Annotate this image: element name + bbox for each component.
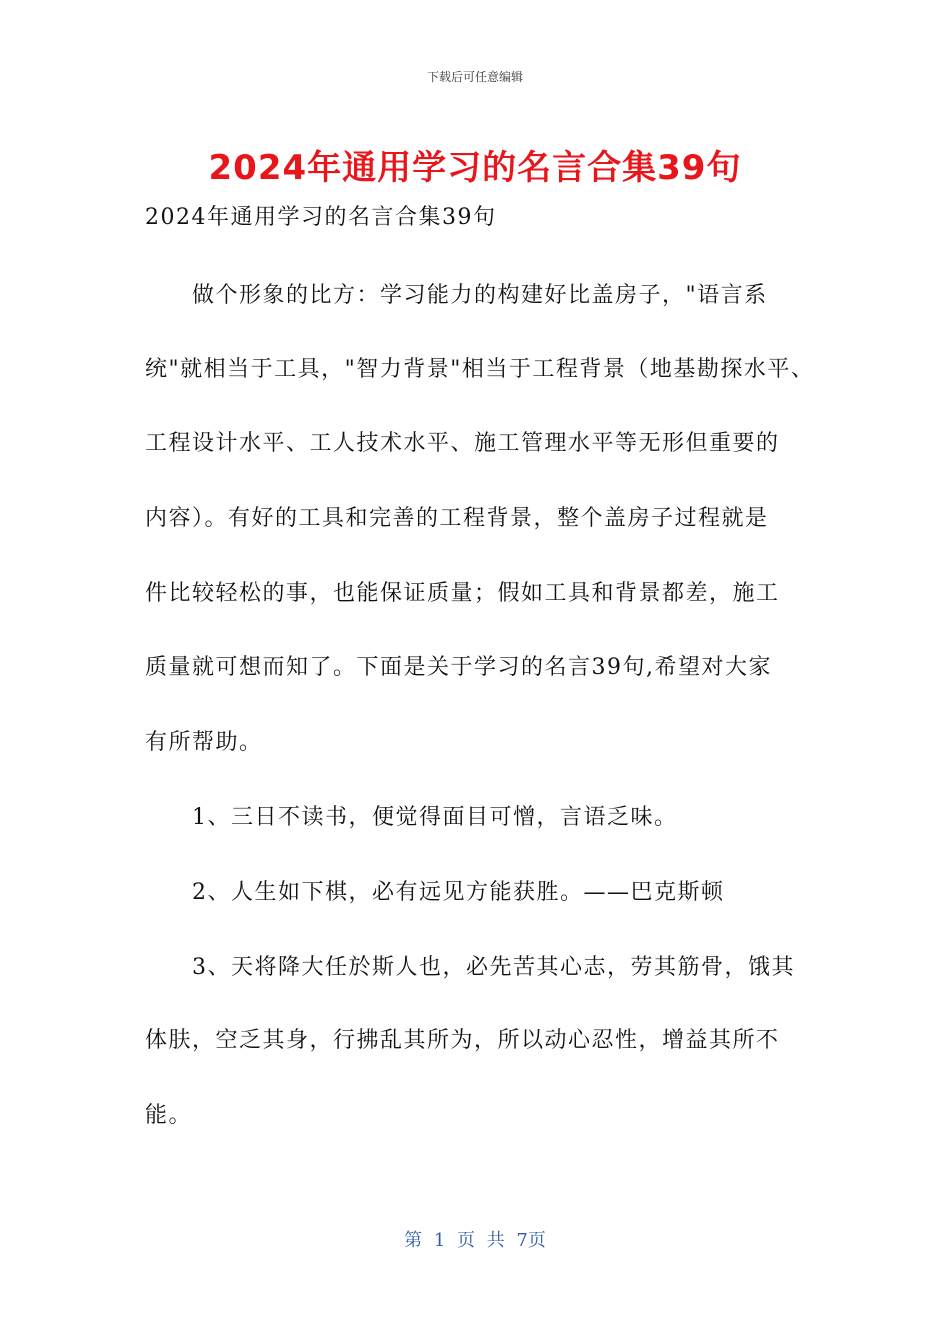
quote-item-3-continued: 体肤，空乏其身，行拂乱其所为，所以动心忍性，增益其所不 (145, 1028, 780, 1053)
paragraph-line: 做个形象的比方：学习能力的构建好比盖房子，"语言系 (192, 283, 768, 308)
document-title: 2024年通用学习的名言合集39句 (208, 148, 742, 188)
paragraph-line: 件比较轻松的事，也能保证质量；假如工具和背景都差，施工 (145, 581, 780, 606)
quote-item-1: 1、三日不读书，便觉得面目可憎，言语乏味。 (192, 805, 678, 830)
quote-item-2: 2、人生如下棋，必有远见方能获胜。——巴克斯顿 (192, 880, 725, 905)
subtitle-line: 2024年通用学习的名言合集39句 (145, 205, 497, 230)
paragraph-line: 内容）。有好的工具和完善的工程背景，整个盖房子过程就是 (145, 506, 769, 531)
paragraph-line: 有所帮助。 (145, 730, 263, 755)
page-number: 第 1 页 共 7页 (404, 1230, 546, 1251)
quote-item-3-continued: 能。 (145, 1103, 193, 1128)
paragraph-line: 工程设计水平、工人技术水平、施工管理水平等无形但重要的 (145, 431, 780, 456)
header-note: 下载后可任意编辑 (426, 70, 523, 84)
quote-item-3: 3、天将降大任於斯人也，必先苦其心志，劳其筋骨，饿其 (192, 955, 795, 980)
paragraph-line: 质量就可想而知了。下面是关于学习的名言39句,希望对大家 (145, 655, 772, 680)
paragraph-line: 统"就相当于工具，"智力背景"相当于工程背景（地基勘探水平、 (145, 357, 815, 382)
